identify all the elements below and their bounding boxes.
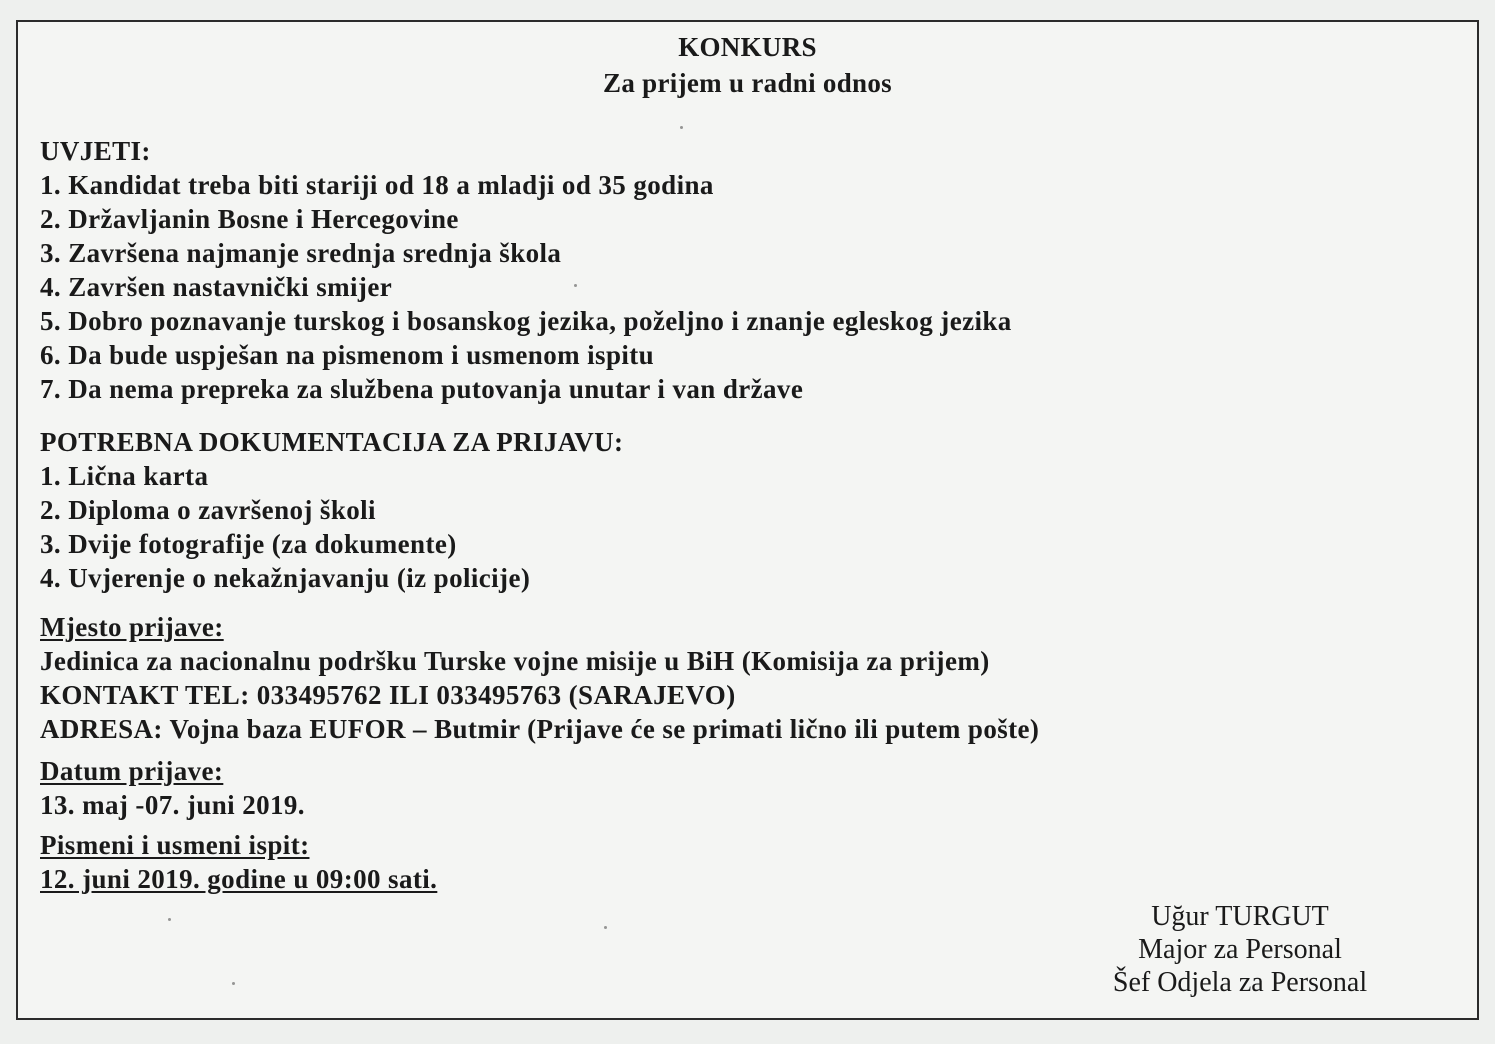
signature-position: Šef Odjela za Personal — [1112, 967, 1368, 998]
signature-rank: Major za Personal — [1138, 934, 1342, 965]
document-item: 3. Dvije fotografije (za dokumente) — [40, 529, 457, 559]
document-item: 2. Diploma o završenoj školi — [40, 495, 376, 525]
signature-name: Uğur TURGUT — [1151, 901, 1329, 932]
address: ADRESA: Vojna baza EUFOR – Butmir (Prijave će se primati lično ili putem pošte) — [40, 714, 1040, 744]
exam-value: 12. juni 2019. godine u 09:00 sati. — [40, 864, 438, 894]
scan-speck — [168, 918, 171, 921]
condition-item: 6. Da bude uspješan na pismenom i usmenom ispitu — [40, 340, 655, 370]
condition-item: 4. Završen nastavnički smijer — [40, 272, 393, 302]
document-item: 4. Uvjerenje o nekažnjavanju (iz policije) — [40, 563, 531, 593]
scan-speck — [232, 982, 235, 985]
document-subtitle: Za prijem u radni odnos — [603, 68, 892, 98]
application-date-section — [40, 754, 305, 822]
documents-heading: POTREBNA DOKUMENTACIJA ZA PRIJAVU: — [40, 427, 624, 457]
documents-section — [40, 425, 623, 595]
document-title: KONKURS — [678, 32, 817, 62]
application-date-heading: Datum prijave: — [40, 756, 224, 786]
place-section — [40, 610, 1039, 746]
conditions-section — [40, 134, 1012, 406]
contact-phone: KONTAKT TEL: 033495762 ILI 033495763 (SARAJEVO) — [40, 680, 736, 710]
condition-item: 7. Da nema prepreka za službena putovanja unutar i van države — [40, 374, 804, 404]
scan-speck — [604, 926, 607, 929]
condition-item: 5. Dobro poznavanje turskog i bosanskog jezika, poželjno i znanje egleskog jezika — [40, 306, 1012, 336]
signature-block — [1070, 900, 1410, 999]
place-heading: Mjesto prijave: — [40, 612, 224, 642]
scan-speck — [574, 284, 577, 287]
condition-item: 1. Kandidat treba biti stariji od 18 a mladji od 35 godina — [40, 170, 714, 200]
place-unit: Jedinica za nacionalnu podršku Turske vojne misije u BiH (Komisija za prijem) — [40, 646, 990, 676]
condition-item: 3. Završena najmanje srednja srednja škola — [40, 238, 562, 268]
scan-speck — [680, 126, 683, 129]
exam-heading: Pismeni i usmeni ispit: — [40, 830, 310, 860]
application-date-value: 13. maj -07. juni 2019. — [40, 790, 305, 820]
condition-item: 2. Državljanin Bosne i Hercegovine — [40, 204, 459, 234]
conditions-heading: UVJETI: — [40, 136, 151, 166]
exam-section — [40, 828, 437, 896]
document-item: 1. Lična karta — [40, 461, 209, 491]
